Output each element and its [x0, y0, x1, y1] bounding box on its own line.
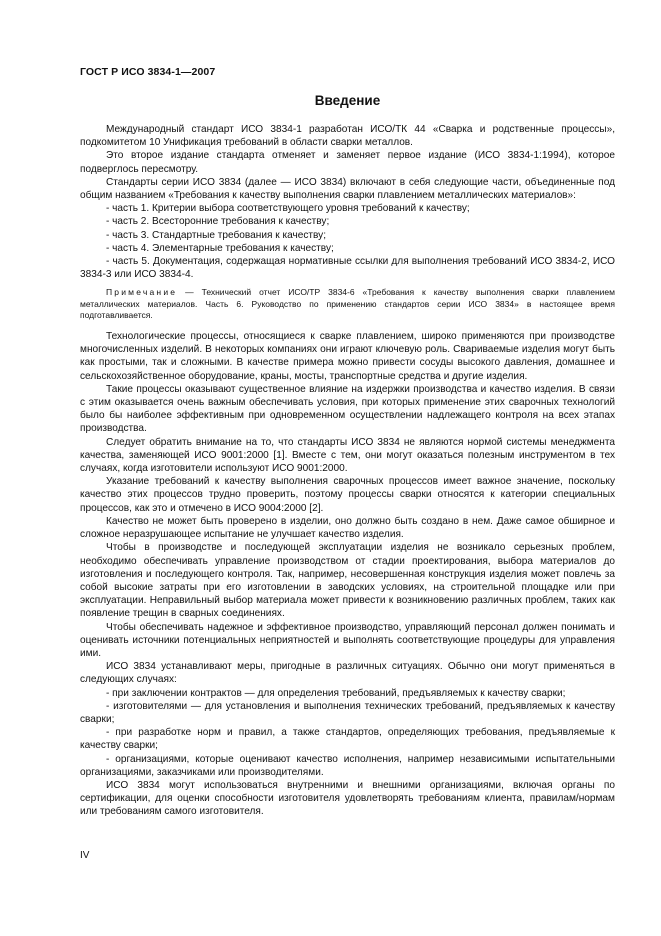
list-item: - при заключении контрактов — для определения требований, предъявляемых к качеству сварки;	[106, 687, 566, 699]
list-item: - изготовителями — для установления и выполнения технических требований, предъявляемых к качеству сварки;	[80, 700, 615, 725]
paragraph: Стандарты серии ИСО 3834 (далее — ИСО 3834) включают в себя следующие части, объединенные под общим названием «Требования к качеству выполнения сварки плавлением металлических материалов»:	[80, 176, 615, 202]
paragraph: ИСО 3834 могут использоваться внутренними и внешними организациями, включая органы по сертификации, для оценки способности изготовителя удовлетворять требованиям клиента, правилам/нормам или требованиям самого изготовителя.	[80, 779, 615, 818]
paragraph: Такие процессы оказывают существенное влияние на издержки производства и качество изделия. В связи с этим оказывается очень важным обеспечивать условия, при которых применение этих сварочных технологий было бы наиболее эффективным при одновременном осуществлении надлежащего контроля на всех этапах производства.	[80, 383, 615, 435]
note	[80, 287, 615, 321]
paragraph: Качество не может быть проверено в изделии, оно должно быть создано в нем. Даже самое обширное и сложное неразрушающее испытание не улучшает качество изделия.	[80, 515, 615, 541]
list-item: - организациями, которые оценивают качество исполнения, например независимыми испытательными организациями, заказчиками или производителями.	[80, 753, 615, 778]
list-item: - часть 4. Элементарные требования к качеству;	[106, 242, 334, 254]
note-text: — Технический отчет ИСО/ТР 3834-6 «Требования к качеству выполнения сварки плавлением металлических материалов. Часть 6. Руководство по применению стандартов серии ИСО 3834» в настоящее время подготавливается.	[80, 287, 615, 320]
paragraph: Следует обратить внимание на то, что стандарты ИСО 3834 не являются нормой системы менеджмента качества, заменяющей ИСО 9001:2000 [1]. Вместе с тем, они могут оказаться полезным инструментом в тех случаях, когда изготовители используют ИСО 9001:2000.	[80, 436, 615, 475]
document-body	[80, 123, 615, 819]
section-title: Введение	[314, 93, 381, 108]
list-item: - при разработке норм и правил, а также стандартов, определяющих требования, предъявляемые к качеству сварки;	[80, 727, 615, 752]
page-number: IV	[80, 850, 90, 861]
list-item: - часть 3. Стандартные требования к качеству;	[106, 229, 327, 241]
list-item: - часть 5. Документация, содержащая нормативные ссылки для выполнения требований ИСО 3834-2, ИСО 3834-3 или ИСО 3834-4.	[80, 256, 615, 281]
paragraph: Указание требований к качеству выполнения сварочных процессов имеет важное значение, поскольку качество этих процессов трудно проверить, поэтому процессы сварки относятся к категории специальных процессов, как это и отмечено в ИСО 9004:2000 [2].	[80, 476, 615, 514]
paragraph: Международный стандарт ИСО 3834-1 разработан ИСО/ТК 44 «Сварка и родственные процессы», подкомитетом 10 Унификация требований в области сварки металлов.	[80, 124, 615, 149]
list-item: - часть 1. Критерии выбора соответствующего уровня требований к качеству;	[106, 203, 470, 215]
document-header: ГОСТ Р ИСО 3834-1—2007	[80, 66, 216, 78]
paragraph: Это второе издание стандарта отменяет и заменяет первое издание (ИСО 3834-1:1994), которое подверглось пересмотру.	[80, 150, 615, 175]
paragraph: Чтобы в производстве и последующей эксплуатации изделия не возникало серьезных проблем, необходимо обеспечивать управление производством от стадии проектирования, выбора материалов до изготовления и последующего контроля. Так, например, несовершенная конструкция изделия может повлечь за собой высокие затраты при его изготовлении в заводских условиях, на строительной площадке или при эксплуатации. Неправильный выбор материала может привести к возникновению различных проблем, таких как появление трещин в сварных соединениях.	[80, 542, 615, 620]
list-item: - часть 2. Всесторонние требования к качеству;	[106, 216, 330, 228]
paragraph: ИСО 3834 устанавливают меры, пригодные в различных ситуациях. Обычно они могут применяться в следующих случаях:	[80, 661, 615, 686]
paragraph: Чтобы обеспечивать надежное и эффективное производство, управляющий персонал должен понимать и оценивать источники потенциальных неприятностей и выполнять соответствующие процедуры для управления ими.	[80, 621, 615, 659]
paragraph: Технологические процессы, относящиеся к сварке плавлением, широко применяются при производстве многочисленных изделий. В некоторых компаниях они играют ключевую роль. Свариваемые изделия могут быть как простыми, так и сложными. В качестве примера можно привести сосуды высокого давления, домашнее и сельскохозяйственное оборудование, краны, мосты, транспортные средства и другие изделия.	[80, 331, 615, 382]
note-label: Примечание	[106, 287, 178, 298]
